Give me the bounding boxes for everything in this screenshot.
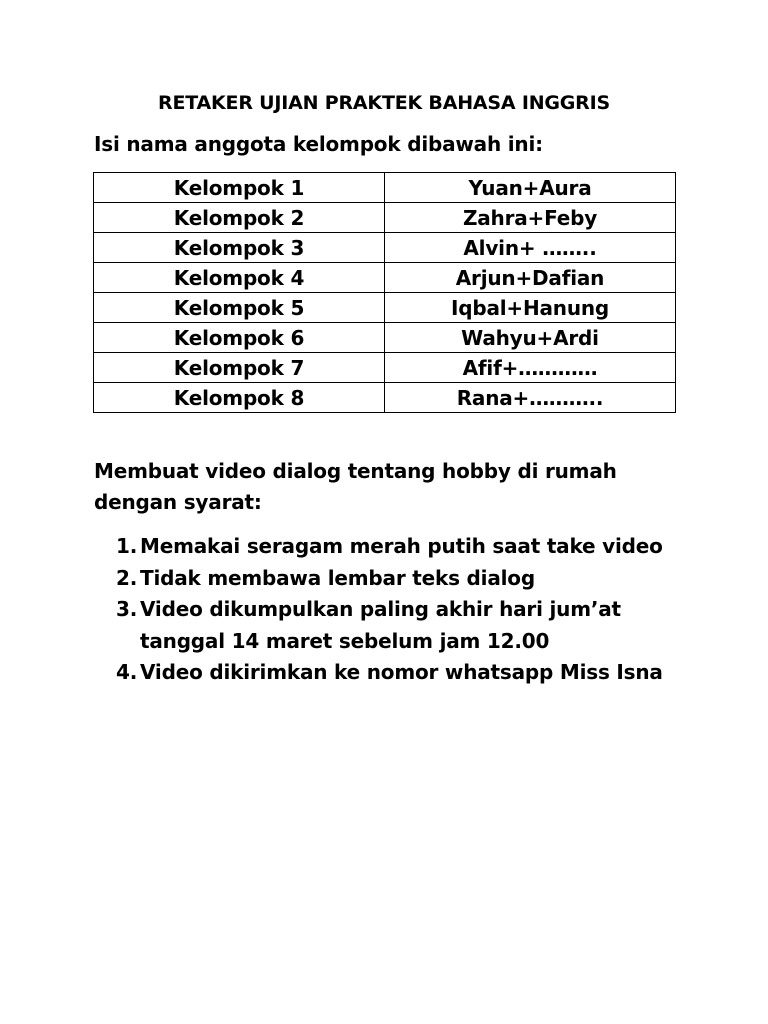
requirements-list: [116, 531, 676, 689]
members-cell: Iqbal+Hanung: [385, 293, 676, 323]
table-row: [94, 233, 676, 263]
group-cell: Kelompok 1: [94, 173, 385, 203]
group-cell: Kelompok 2: [94, 203, 385, 233]
list-item-text: Video dikirimkan ke nomor whatsapp Miss Isna: [140, 660, 663, 684]
list-item: [116, 594, 676, 657]
members-cell: Arjun+Dafian: [385, 263, 676, 293]
groups-table: [93, 172, 676, 413]
group-cell: Kelompok 6: [94, 323, 385, 353]
table-row: [94, 323, 676, 353]
list-item: [116, 563, 676, 595]
group-cell: Kelompok 8: [94, 383, 385, 413]
group-cell: Kelompok 4: [94, 263, 385, 293]
list-item-text: Memakai seragam merah putih saat take video: [140, 534, 663, 558]
list-number: 1.: [116, 534, 138, 558]
group-cell: Kelompok 7: [94, 353, 385, 383]
list-item: [116, 531, 676, 563]
members-cell: Zahra+Feby: [385, 203, 676, 233]
members-cell: Afif+…………: [385, 353, 676, 383]
members-cell: Yuan+Aura: [385, 173, 676, 203]
list-item: [116, 657, 676, 689]
list-item-text: Video dikumpulkan paling akhir hari jum’at tanggal 14 maret sebelum jam 12.00: [140, 597, 621, 653]
list-number: 2.: [116, 565, 138, 590]
task-description: Membuat video dialog tentang hobby di rumah dengan syarat:: [94, 459, 617, 514]
list-item-text: Tidak membawa lembar teks dialog: [140, 565, 535, 590]
table-row: [94, 173, 676, 203]
group-cell: Kelompok 5: [94, 293, 385, 323]
table-row: [94, 263, 676, 293]
list-number: 4.: [116, 660, 138, 684]
members-cell: Alvin+ ……..: [385, 233, 676, 263]
members-cell: Wahyu+Ardi: [385, 323, 676, 353]
instruction-text: Isi nama anggota kelompok dibawah ini:: [94, 132, 543, 156]
table-row: [94, 383, 676, 413]
table-row: [94, 293, 676, 323]
list-number: 3.: [116, 597, 138, 621]
members-cell: Rana+………..: [385, 383, 676, 413]
document-title: RETAKER UJIAN PRAKTEK BAHASA INGGRIS: [158, 92, 610, 114]
group-cell: Kelompok 3: [94, 233, 385, 263]
table-row: [94, 353, 676, 383]
table-row: [94, 203, 676, 233]
